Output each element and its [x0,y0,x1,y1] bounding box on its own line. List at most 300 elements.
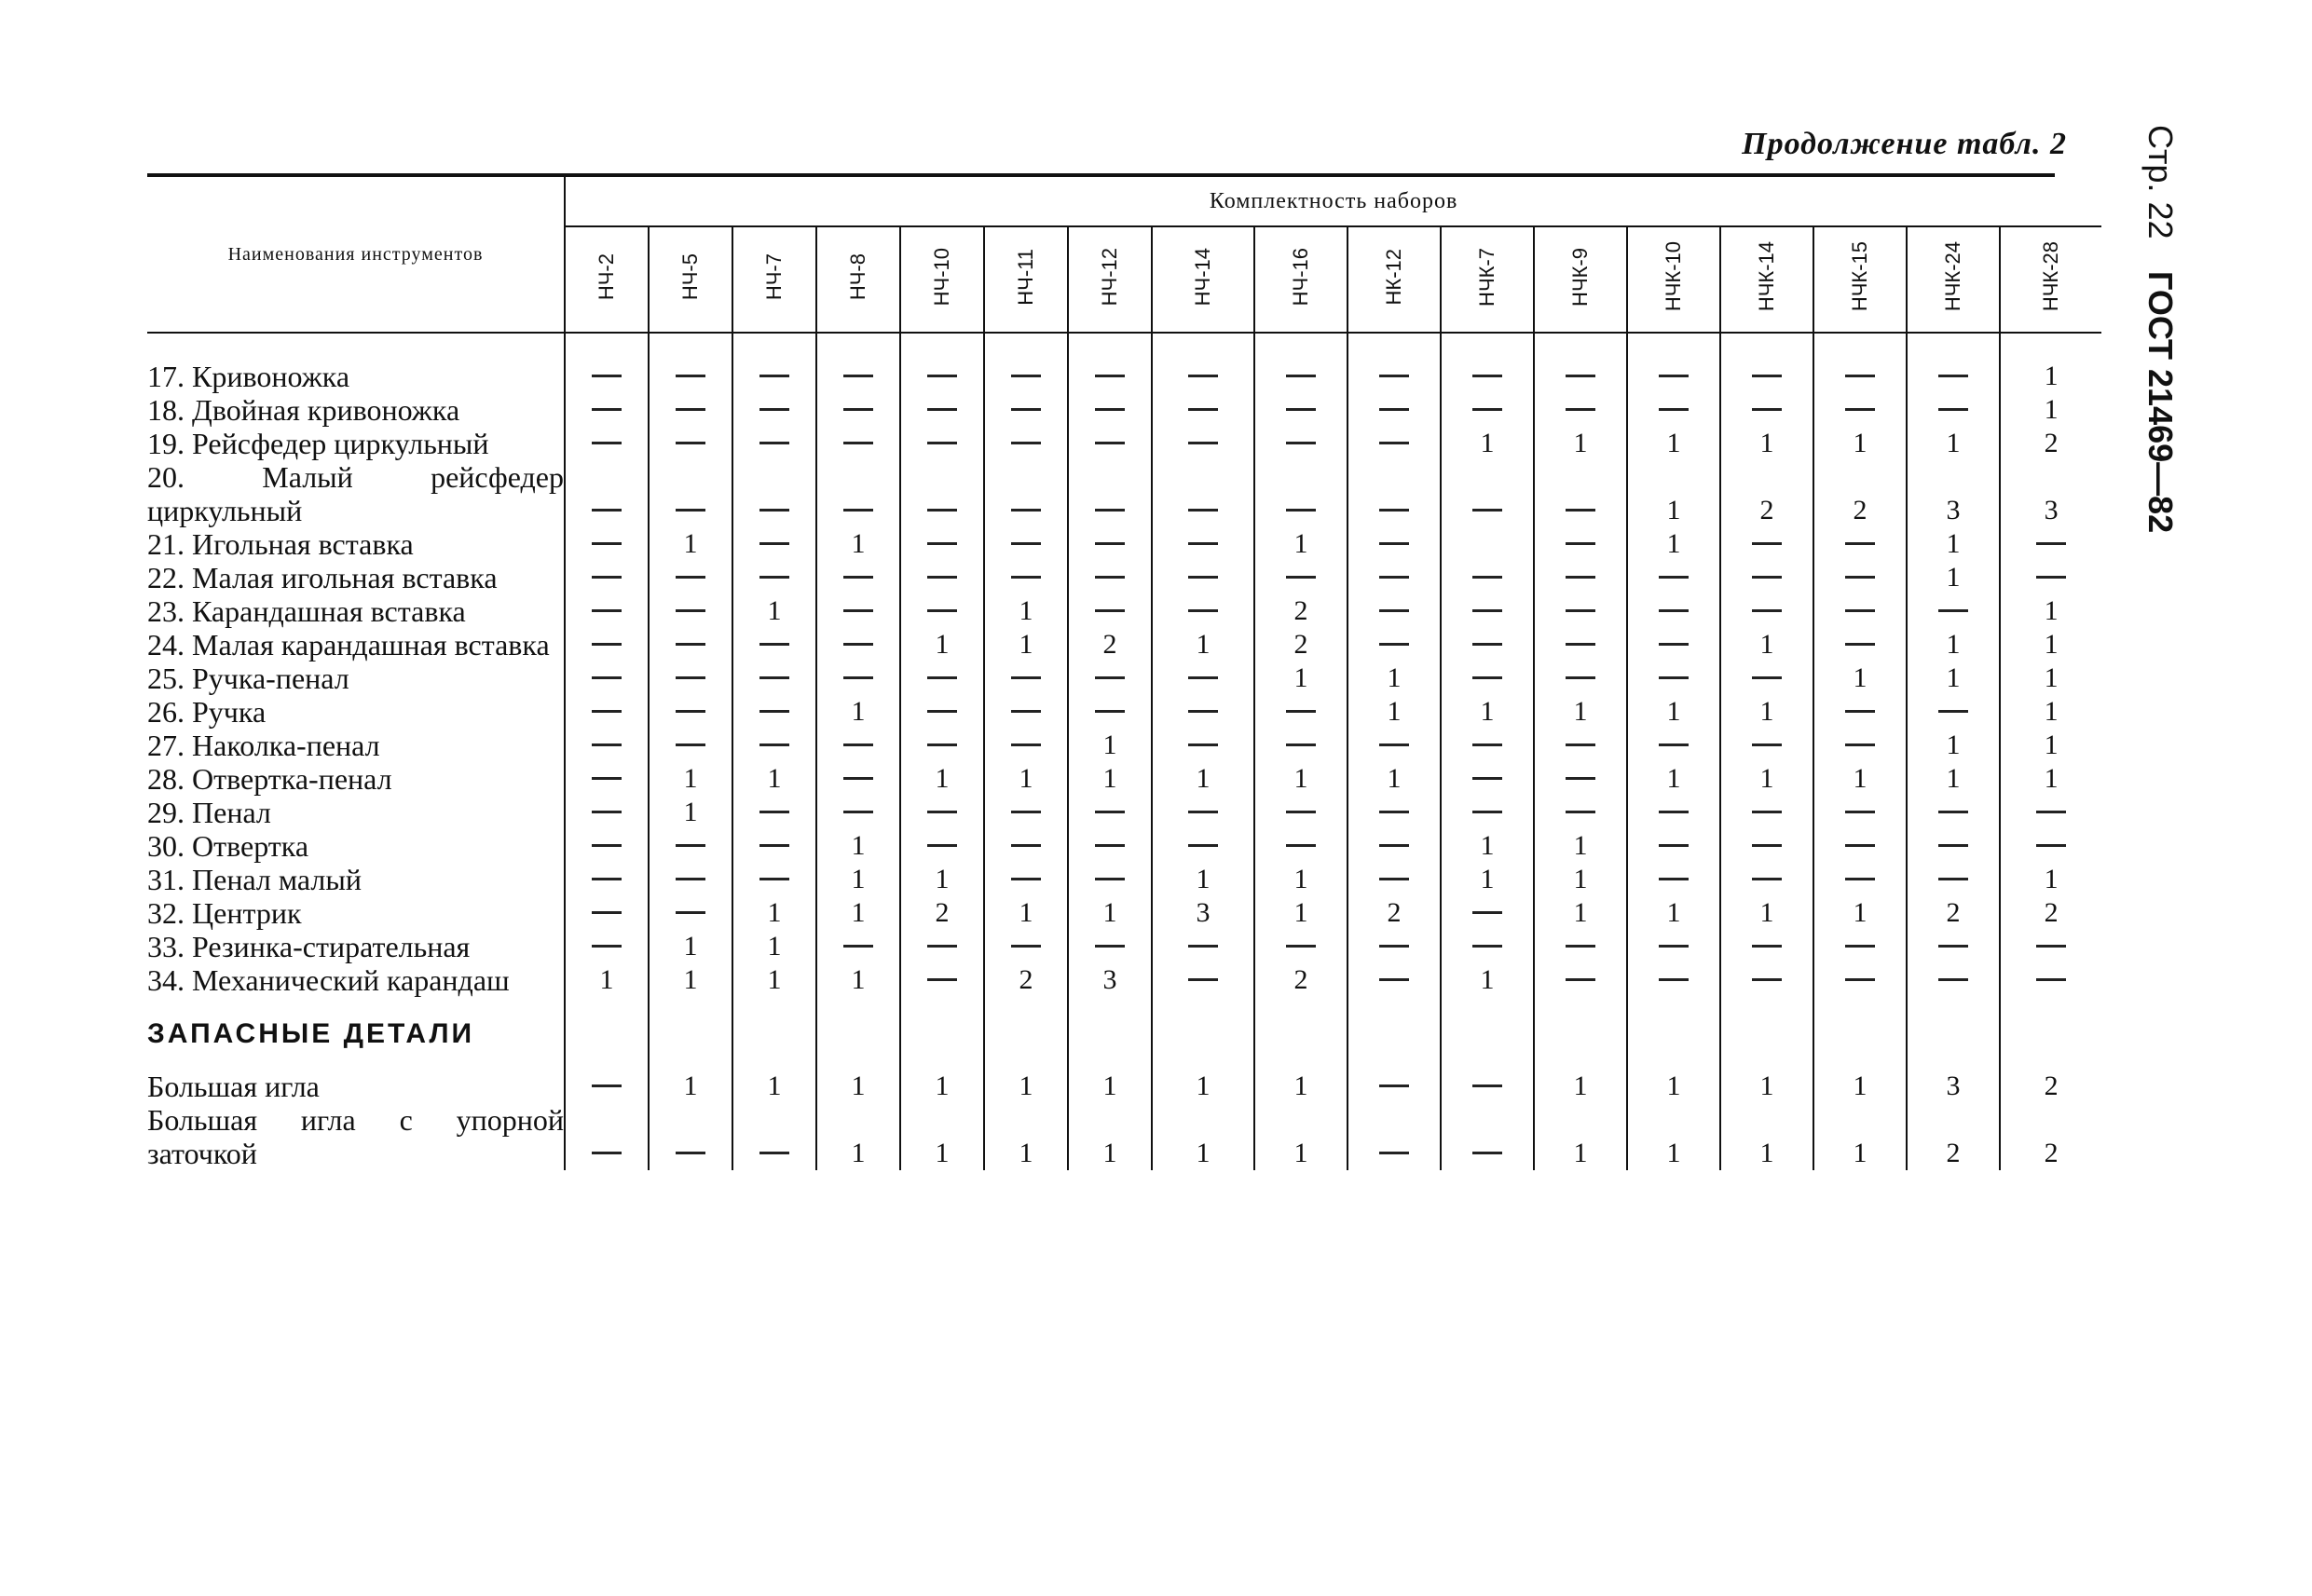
table-row [147,963,2101,997]
quantity-cell [816,863,900,896]
dash-mark [1938,945,1968,948]
dash-mark [759,710,789,713]
quantity-cell [1534,930,1627,963]
quantity-cell [732,796,816,829]
dash-mark [1379,978,1409,981]
quantity-cell [1441,863,1534,896]
dash-mark [592,576,622,579]
dash-mark [1938,710,1968,713]
quantity-cell [1813,594,1907,628]
dash-mark [1566,978,1595,981]
quantity-cell [1534,1070,1627,1103]
dash-mark [1845,844,1875,847]
quantity-cell [649,930,732,963]
set-code-label: НЧ-2 [595,252,618,301]
quantity-cell [1813,527,1907,561]
quantity-cell [1907,863,2000,896]
dash-mark [1845,710,1875,713]
dash-mark [1188,811,1218,813]
dash-mark [1472,576,1502,579]
quantity-value: 1 [1196,629,1211,660]
quantity-value: 1 [1946,763,1961,794]
dash-mark [1566,375,1595,377]
quantity-cell [1907,829,2000,863]
dash-mark [1011,375,1041,377]
quantity-value: 1 [767,931,782,962]
quantity-cell [816,796,900,829]
quantity-cell [1720,360,1813,393]
quantity-value: 1 [1102,1071,1117,1101]
quantity-cell [1907,561,2000,594]
quantity-value: 1 [1480,964,1495,995]
quantity-cell [2000,393,2101,427]
quantity-value: 1 [1019,595,1033,626]
quantity-value: 2 [1019,964,1033,995]
dash-mark [1938,811,1968,813]
quantity-cell [565,796,649,829]
quantity-cell [1720,393,1813,427]
quantity-cell [1441,930,1534,963]
quantity-cell [565,594,649,628]
quantity-value: 1 [2044,361,2059,391]
quantity-cell [565,762,649,796]
quantity-value: 1 [1102,763,1117,794]
quantity-cell [565,460,649,527]
dash-mark [843,576,873,579]
quantity-cell [565,561,649,594]
quantity-value: 1 [1759,629,1774,660]
set-code-label: НЧ-10 [930,247,953,307]
quantity-cell [2000,695,2101,729]
quantity-value: 1 [767,595,782,626]
dash-mark [1379,375,1409,377]
quantity-cell [1720,427,1813,460]
dash-mark [1566,542,1595,545]
dash-mark [927,542,957,545]
quantity-value: 1 [851,696,866,727]
quantity-cell [732,662,816,695]
dash-mark [759,1152,789,1154]
quantity-cell [1720,863,1813,896]
quantity-value: 1 [935,763,950,794]
dash-mark [1472,911,1502,914]
quantity-cell [1152,863,1254,896]
quantity-cell [1534,695,1627,729]
quantity-value: 1 [1946,428,1961,458]
dash-mark [1095,408,1125,411]
quantity-value: 2 [1853,495,1867,525]
quantity-value: 1 [1759,1071,1774,1101]
quantity-value: 2 [935,897,950,928]
quantity-cell [900,360,984,393]
quantity-cell [900,796,984,829]
quantity-cell [900,863,984,896]
header-set-code [1068,226,1152,333]
quantity-cell [900,1070,984,1103]
header-set-code [1627,226,1720,333]
quantity-cell [1441,594,1534,628]
dash-mark [1011,710,1041,713]
dash-mark [592,408,622,411]
table-row [147,594,2101,628]
dash-mark [1286,710,1316,713]
header-set-code [732,226,816,333]
quantity-cell [2000,460,2101,527]
quantity-value: 1 [935,864,950,894]
table-row [147,1103,2101,1170]
dash-mark [1286,811,1316,813]
quantity-cell [2000,796,2101,829]
dash-mark [1011,408,1041,411]
dash-mark [1095,945,1125,948]
quantity-cell [649,628,732,662]
quantity-value: 1 [1019,1138,1033,1168]
quantity-cell [732,527,816,561]
quantity-value: 1 [1666,1138,1681,1168]
quantity-value: 1 [935,1138,950,1168]
instrument-name: 31. Пенал малый [147,863,565,896]
quantity-cell [732,427,816,460]
quantity-cell [1627,662,1720,695]
quantity-cell [565,729,649,762]
dash-mark [1011,743,1041,746]
quantity-cell [1348,796,1441,829]
dash-mark [1095,542,1125,545]
quantity-value: 1 [1019,763,1033,794]
quantity-cell [1441,662,1534,695]
dash-mark [1188,609,1218,612]
quantity-value: 1 [1853,1071,1867,1101]
header-set-code [2000,226,2101,333]
dash-mark [592,710,622,713]
quantity-cell [900,460,984,527]
table-row [147,360,2101,393]
quantity-cell [649,561,732,594]
dash-mark [676,509,705,512]
quantity-cell [900,594,984,628]
table-row [147,393,2101,427]
quantity-cell [565,863,649,896]
quantity-cell [1627,963,1720,997]
dash-mark [676,408,705,411]
quantity-cell [1441,829,1534,863]
table-row [147,762,2101,796]
quantity-cell [1068,762,1152,796]
quantity-cell [900,527,984,561]
set-code-label: НЧ-7 [762,252,786,301]
quantity-cell [1627,460,1720,527]
quantity-cell [1534,561,1627,594]
quantity-cell [1152,796,1254,829]
quantity-cell [1627,762,1720,796]
dash-mark [1845,542,1875,545]
quantity-cell [1627,863,1720,896]
quantity-value: 1 [935,1071,950,1101]
quantity-value: 2 [2044,1138,2059,1168]
quantity-cell [1441,796,1534,829]
quantity-value: 2 [1102,629,1117,660]
quantity-cell [1348,863,1441,896]
quantity-value: 1 [1293,897,1308,928]
quantity-cell [1068,796,1152,829]
dash-mark [843,945,873,948]
quantity-cell [1813,829,1907,863]
quantity-cell [1254,695,1348,729]
quantity-cell [2000,662,2101,695]
quantity-cell [1627,360,1720,393]
dash-mark [759,442,789,444]
dash-mark [843,375,873,377]
quantity-cell [649,662,732,695]
table-row [147,561,2101,594]
dash-mark [676,911,705,914]
set-code-label: НК-12 [1382,248,1405,306]
quantity-cell [816,1103,900,1170]
dash-mark [1659,878,1689,880]
quantity-cell [1907,796,2000,829]
dash-mark [1566,408,1595,411]
quantity-cell [1627,729,1720,762]
quantity-cell [649,460,732,527]
quantity-cell [1441,896,1534,930]
dash-mark [1472,643,1502,646]
quantity-cell [1068,695,1152,729]
dash-mark [759,375,789,377]
dash-mark [1095,375,1125,377]
header-set-code [1720,226,1813,333]
quantity-cell [1348,527,1441,561]
dash-mark [592,911,622,914]
quantity-value: 1 [1102,730,1117,760]
quantity-cell [732,930,816,963]
dash-mark [1566,643,1595,646]
quantity-cell [1813,662,1907,695]
quantity-cell [1813,896,1907,930]
quantity-value: 1 [1946,528,1961,559]
quantity-cell [1348,695,1441,729]
quantity-value: 1 [2044,595,2059,626]
quantity-value: 3 [1946,495,1961,525]
quantity-value: 1 [2044,864,2059,894]
quantity-cell [1441,628,1534,662]
quantity-cell [1720,460,1813,527]
dash-mark [1011,442,1041,444]
dash-mark [1095,811,1125,813]
quantity-cell [1534,527,1627,561]
quantity-value: 3 [1102,964,1117,995]
dash-mark [1379,743,1409,746]
dash-mark [1938,408,1968,411]
dash-mark [1095,878,1125,880]
table-row [147,460,2101,527]
quantity-value: 1 [1196,1138,1211,1168]
dash-mark [1472,1152,1502,1154]
page-number: Стр. 22 [2141,125,2180,239]
quantity-value: 1 [2044,763,2059,794]
quantity-cell [1534,360,1627,393]
dash-mark [1472,1084,1502,1087]
table-row [147,829,2101,863]
table-row [147,796,2101,829]
table-row [147,729,2101,762]
dash-mark [592,743,622,746]
quantity-cell [1534,863,1627,896]
header-set-code [900,226,984,333]
quantity-cell [1534,393,1627,427]
dash-mark [1188,676,1218,679]
quantity-value: 1 [851,830,866,861]
instrument-name: 27. Наколка-пенал [147,729,565,762]
quantity-cell [900,930,984,963]
quantity-cell [649,796,732,829]
quantity-cell [1152,729,1254,762]
dash-mark [1188,743,1218,746]
quantity-value: 1 [1853,897,1867,928]
quantity-cell [565,963,649,997]
quantity-value: 1 [1293,864,1308,894]
dash-mark [843,442,873,444]
quantity-cell [649,1070,732,1103]
quantity-value: 1 [683,1071,698,1101]
quantity-value: 1 [683,797,698,827]
dash-mark [927,743,957,746]
dash-mark [759,743,789,746]
quantity-cell [1720,729,1813,762]
instrument-name: 17. Кривоножка [147,360,565,393]
quantity-cell [1348,1103,1441,1170]
set-code-label: НЧ-5 [678,252,702,301]
quantity-value: 1 [1480,428,1495,458]
quantity-cell [1152,829,1254,863]
quantity-cell [1254,796,1348,829]
dash-mark [1659,978,1689,981]
dash-mark [1188,442,1218,444]
quantity-cell [1813,460,1907,527]
quantity-cell [1534,594,1627,628]
dash-mark [1379,408,1409,411]
quantity-cell [984,695,1068,729]
dash-mark [1659,408,1689,411]
dash-mark [1845,811,1875,813]
quantity-value: 1 [1853,662,1867,693]
dash-mark [2036,844,2066,847]
dash-mark [1379,643,1409,646]
dash-mark [1752,978,1782,981]
dash-mark [1659,375,1689,377]
quantity-cell [1348,729,1441,762]
dash-mark [1472,777,1502,780]
dash-mark [1379,442,1409,444]
dash-mark [1752,576,1782,579]
quantity-cell [2000,594,2101,628]
quantity-cell [2000,360,2101,393]
dash-mark [592,442,622,444]
quantity-cell [1152,527,1254,561]
quantity-value: 1 [767,763,782,794]
quantity-cell [1254,393,1348,427]
quantity-cell [1348,427,1441,460]
header-set-code [1348,226,1441,333]
dash-mark [1752,844,1782,847]
quantity-cell [1907,360,2000,393]
dash-mark [1095,844,1125,847]
dash-mark [1095,609,1125,612]
quantity-value: 1 [1759,763,1774,794]
quantity-value: 1 [2044,629,2059,660]
dash-mark [592,1084,622,1087]
table-caption: Продолжение табл. 2 [1742,127,2067,161]
dash-mark [1286,844,1316,847]
dash-mark [1566,576,1595,579]
quantity-cell [1441,1103,1534,1170]
quantity-cell [1348,930,1441,963]
quantity-cell [1348,896,1441,930]
quantity-value: 1 [1480,864,1495,894]
set-code-label: НЧК-10 [1662,241,1685,312]
dash-mark [759,643,789,646]
quantity-cell [984,662,1068,695]
quantity-value: 1 [1019,1071,1033,1101]
quantity-cell [1720,930,1813,963]
quantity-value: 1 [1853,763,1867,794]
quantity-value: 1 [1573,428,1588,458]
dash-mark [1011,542,1041,545]
quantity-value: 1 [1573,864,1588,894]
quantity-cell [1441,527,1534,561]
quantity-cell [1534,460,1627,527]
quantity-cell [1068,662,1152,695]
dash-mark [592,676,622,679]
dash-mark [676,710,705,713]
quantity-cell [1348,393,1441,427]
dash-mark [759,408,789,411]
quantity-cell [1441,427,1534,460]
quantity-cell [1720,561,1813,594]
quantity-cell [565,527,649,561]
quantity-cell [1068,963,1152,997]
dash-mark [759,576,789,579]
quantity-cell [816,360,900,393]
quantity-cell [1907,1070,2000,1103]
set-code-label: НЧ-14 [1191,247,1214,307]
quantity-cell [1254,930,1348,963]
header-set-code [1813,226,1907,333]
quantity-value: 1 [683,964,698,995]
dash-mark [1938,609,1968,612]
quantity-cell [1441,360,1534,393]
dash-mark [1095,676,1125,679]
dash-mark [1566,811,1595,813]
dash-mark [1845,408,1875,411]
quantity-cell [732,594,816,628]
quantity-cell [1152,695,1254,729]
dash-mark [1379,945,1409,948]
quantity-cell [1348,662,1441,695]
dash-mark [1379,609,1409,612]
dash-mark [1188,542,1218,545]
quantity-cell [732,863,816,896]
quantity-cell [1152,963,1254,997]
quantity-value: 1 [1946,662,1961,693]
dash-mark [843,509,873,512]
quantity-cell [900,963,984,997]
quantity-cell [1627,393,1720,427]
dash-mark [843,408,873,411]
dash-mark [1938,375,1968,377]
quantity-cell [732,963,816,997]
quantity-cell [984,729,1068,762]
quantity-cell [816,896,900,930]
